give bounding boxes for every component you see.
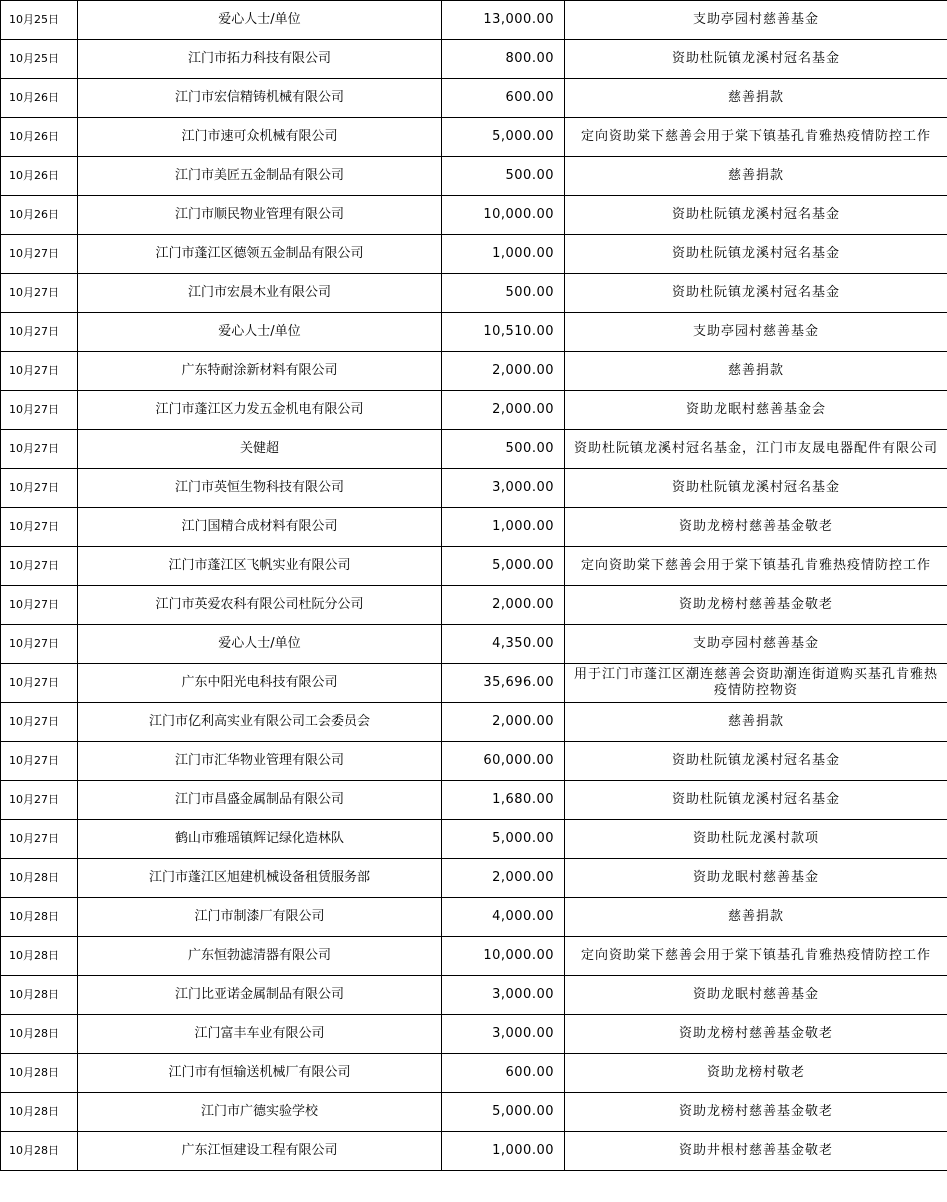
purpose-cell: 慈善捐款 — [565, 352, 947, 391]
donation-table-body — [1, 1, 947, 1171]
amount-cell: 500.00 — [442, 430, 565, 469]
donor-cell: 关健超 — [78, 430, 442, 469]
purpose-cell: 资助杜阮镇龙溪村冠名基金 — [565, 781, 947, 820]
date-cell: 10月25日 — [1, 40, 78, 79]
table-row — [1, 781, 947, 820]
donor-cell: 江门市汇华物业管理有限公司 — [78, 742, 442, 781]
donor-cell: 江门市英恒生物科技有限公司 — [78, 469, 442, 508]
donor-cell: 江门市蓬江区力发五金机电有限公司 — [78, 391, 442, 430]
amount-cell: 4,350.00 — [442, 625, 565, 664]
purpose-cell: 资助龙榜村慈善基金敬老 — [565, 1015, 947, 1054]
date-cell: 10月27日 — [1, 547, 78, 586]
amount-cell: 5,000.00 — [442, 547, 565, 586]
amount-cell: 500.00 — [442, 274, 565, 313]
table-row — [1, 1054, 947, 1093]
donor-cell: 爱心人士/单位 — [78, 625, 442, 664]
purpose-cell: 定向资助棠下慈善会用于棠下镇基孔肯雅热疫情防控工作 — [565, 937, 947, 976]
amount-cell: 60,000.00 — [442, 742, 565, 781]
table-row — [1, 274, 947, 313]
amount-cell: 4,000.00 — [442, 898, 565, 937]
donor-cell: 江门市美匠五金制品有限公司 — [78, 157, 442, 196]
table-row — [1, 1132, 947, 1171]
purpose-cell: 用于江门市蓬江区潮连慈善会资助潮连街道购买基孔肯雅热疫情防控物资 — [565, 664, 947, 703]
table-row — [1, 391, 947, 430]
donor-cell: 爱心人士/单位 — [78, 1, 442, 40]
amount-cell: 2,000.00 — [442, 859, 565, 898]
amount-cell: 500.00 — [442, 157, 565, 196]
donor-cell: 江门国精合成材料有限公司 — [78, 508, 442, 547]
date-cell: 10月27日 — [1, 469, 78, 508]
date-cell: 10月26日 — [1, 157, 78, 196]
amount-cell: 3,000.00 — [442, 976, 565, 1015]
date-cell: 10月28日 — [1, 976, 78, 1015]
amount-cell: 1,000.00 — [442, 1132, 565, 1171]
table-row — [1, 820, 947, 859]
date-cell: 10月28日 — [1, 1054, 78, 1093]
purpose-cell: 资助井根村慈善基金敬老 — [565, 1132, 947, 1171]
date-cell: 10月26日 — [1, 79, 78, 118]
donor-cell: 江门市亿利高实业有限公司工会委员会 — [78, 703, 442, 742]
donor-cell: 江门市广德实验学校 — [78, 1093, 442, 1132]
purpose-cell: 定向资助棠下慈善会用于棠下镇基孔肯雅热疫情防控工作 — [565, 118, 947, 157]
table-row — [1, 430, 947, 469]
purpose-cell: 慈善捐款 — [565, 79, 947, 118]
table-row — [1, 469, 947, 508]
date-cell: 10月27日 — [1, 703, 78, 742]
date-cell: 10月27日 — [1, 352, 78, 391]
date-cell: 10月27日 — [1, 508, 78, 547]
date-cell: 10月27日 — [1, 664, 78, 703]
donor-cell: 江门比亚诺金属制品有限公司 — [78, 976, 442, 1015]
table-row — [1, 352, 947, 391]
date-cell: 10月27日 — [1, 391, 78, 430]
date-cell: 10月25日 — [1, 1, 78, 40]
purpose-cell: 慈善捐款 — [565, 703, 947, 742]
purpose-cell: 资助杜阮镇龙溪村冠名基金 — [565, 40, 947, 79]
table-row — [1, 703, 947, 742]
amount-cell: 600.00 — [442, 1054, 565, 1093]
table-row — [1, 898, 947, 937]
date-cell: 10月27日 — [1, 274, 78, 313]
amount-cell: 3,000.00 — [442, 1015, 565, 1054]
table-row — [1, 196, 947, 235]
table-row — [1, 664, 947, 703]
donor-cell: 江门市宏信精铸机械有限公司 — [78, 79, 442, 118]
donor-cell: 江门市蓬江区飞帆实业有限公司 — [78, 547, 442, 586]
purpose-cell: 资助杜阮镇龙溪村冠名基金 — [565, 196, 947, 235]
table-row — [1, 1093, 947, 1132]
amount-cell: 1,000.00 — [442, 235, 565, 274]
purpose-cell: 资助杜阮镇龙溪村冠名基金 — [565, 469, 947, 508]
amount-cell: 10,000.00 — [442, 196, 565, 235]
purpose-cell: 支助亭园村慈善基金 — [565, 625, 947, 664]
donor-cell: 江门市昌盛金属制品有限公司 — [78, 781, 442, 820]
amount-cell: 1,000.00 — [442, 508, 565, 547]
donor-cell: 爱心人士/单位 — [78, 313, 442, 352]
donor-cell: 江门市有恒输送机械厂有限公司 — [78, 1054, 442, 1093]
amount-cell: 1,680.00 — [442, 781, 565, 820]
amount-cell: 2,000.00 — [442, 391, 565, 430]
amount-cell: 2,000.00 — [442, 703, 565, 742]
date-cell: 10月27日 — [1, 313, 78, 352]
date-cell: 10月28日 — [1, 1093, 78, 1132]
table-row — [1, 547, 947, 586]
table-row — [1, 313, 947, 352]
purpose-cell: 支助亭园村慈善基金 — [565, 1, 947, 40]
amount-cell: 3,000.00 — [442, 469, 565, 508]
date-cell: 10月26日 — [1, 118, 78, 157]
date-cell: 10月27日 — [1, 586, 78, 625]
purpose-cell: 资助龙眠村慈善基金 — [565, 859, 947, 898]
table-row — [1, 79, 947, 118]
table-row — [1, 508, 947, 547]
purpose-cell: 资助龙榜村慈善基金敬老 — [565, 1093, 947, 1132]
amount-cell: 5,000.00 — [442, 820, 565, 859]
table-row — [1, 859, 947, 898]
donor-cell: 江门市蓬江区德领五金制品有限公司 — [78, 235, 442, 274]
donor-cell: 江门富丰车业有限公司 — [78, 1015, 442, 1054]
purpose-cell: 资助龙眠村慈善基金 — [565, 976, 947, 1015]
date-cell: 10月27日 — [1, 742, 78, 781]
amount-cell: 10,510.00 — [442, 313, 565, 352]
purpose-cell: 资助龙榜村慈善基金敬老 — [565, 586, 947, 625]
table-row — [1, 586, 947, 625]
purpose-cell: 资助龙榜村敬老 — [565, 1054, 947, 1093]
donor-cell: 江门市宏晨木业有限公司 — [78, 274, 442, 313]
table-row — [1, 157, 947, 196]
donor-cell: 广东中阳光电科技有限公司 — [78, 664, 442, 703]
amount-cell: 2,000.00 — [442, 586, 565, 625]
donor-cell: 江门市顺民物业管理有限公司 — [78, 196, 442, 235]
date-cell: 10月27日 — [1, 235, 78, 274]
date-cell: 10月28日 — [1, 937, 78, 976]
date-cell: 10月28日 — [1, 1132, 78, 1171]
table-row — [1, 625, 947, 664]
table-row — [1, 235, 947, 274]
date-cell: 10月26日 — [1, 196, 78, 235]
date-cell: 10月28日 — [1, 1015, 78, 1054]
donor-cell: 广东特耐涂新材料有限公司 — [78, 352, 442, 391]
purpose-cell: 资助杜阮镇龙溪村冠名基金，江门市友晟电器配件有限公司 — [565, 430, 947, 469]
table-row — [1, 40, 947, 79]
amount-cell: 5,000.00 — [442, 1093, 565, 1132]
date-cell: 10月27日 — [1, 820, 78, 859]
amount-cell: 10,000.00 — [442, 937, 565, 976]
amount-cell: 600.00 — [442, 79, 565, 118]
amount-cell: 5,000.00 — [442, 118, 565, 157]
purpose-cell: 支助亭园村慈善基金 — [565, 313, 947, 352]
purpose-cell: 慈善捐款 — [565, 898, 947, 937]
purpose-cell: 资助杜阮镇龙溪村冠名基金 — [565, 235, 947, 274]
date-cell: 10月27日 — [1, 430, 78, 469]
table-row — [1, 1, 947, 40]
table-row — [1, 1015, 947, 1054]
donor-cell: 江门市蓬江区旭建机械设备租赁服务部 — [78, 859, 442, 898]
purpose-cell: 资助龙榜村慈善基金敬老 — [565, 508, 947, 547]
purpose-cell: 资助杜阮镇龙溪村冠名基金 — [565, 742, 947, 781]
purpose-cell: 资助杜阮龙溪村款项 — [565, 820, 947, 859]
purpose-cell: 定向资助棠下慈善会用于棠下镇基孔肯雅热疫情防控工作 — [565, 547, 947, 586]
amount-cell: 800.00 — [442, 40, 565, 79]
date-cell: 10月27日 — [1, 781, 78, 820]
date-cell: 10月28日 — [1, 859, 78, 898]
donor-cell: 广东江恒建设工程有限公司 — [78, 1132, 442, 1171]
purpose-cell: 资助杜阮镇龙溪村冠名基金 — [565, 274, 947, 313]
table-row — [1, 937, 947, 976]
purpose-cell: 慈善捐款 — [565, 157, 947, 196]
donor-cell: 鹤山市雅瑶镇辉记绿化造林队 — [78, 820, 442, 859]
donor-cell: 江门市拓力科技有限公司 — [78, 40, 442, 79]
amount-cell: 35,696.00 — [442, 664, 565, 703]
donor-cell: 江门市英爱农科有限公司杜阮分公司 — [78, 586, 442, 625]
purpose-cell: 资助龙眠村慈善基金会 — [565, 391, 947, 430]
table-row — [1, 118, 947, 157]
date-cell: 10月27日 — [1, 625, 78, 664]
donor-cell: 广东恒勃滤清器有限公司 — [78, 937, 442, 976]
donor-cell: 江门市速可众机械有限公司 — [78, 118, 442, 157]
amount-cell: 13,000.00 — [442, 1, 565, 40]
table-row — [1, 742, 947, 781]
table-row — [1, 976, 947, 1015]
amount-cell: 2,000.00 — [442, 352, 565, 391]
date-cell: 10月28日 — [1, 898, 78, 937]
donor-cell: 江门市制漆厂有限公司 — [78, 898, 442, 937]
